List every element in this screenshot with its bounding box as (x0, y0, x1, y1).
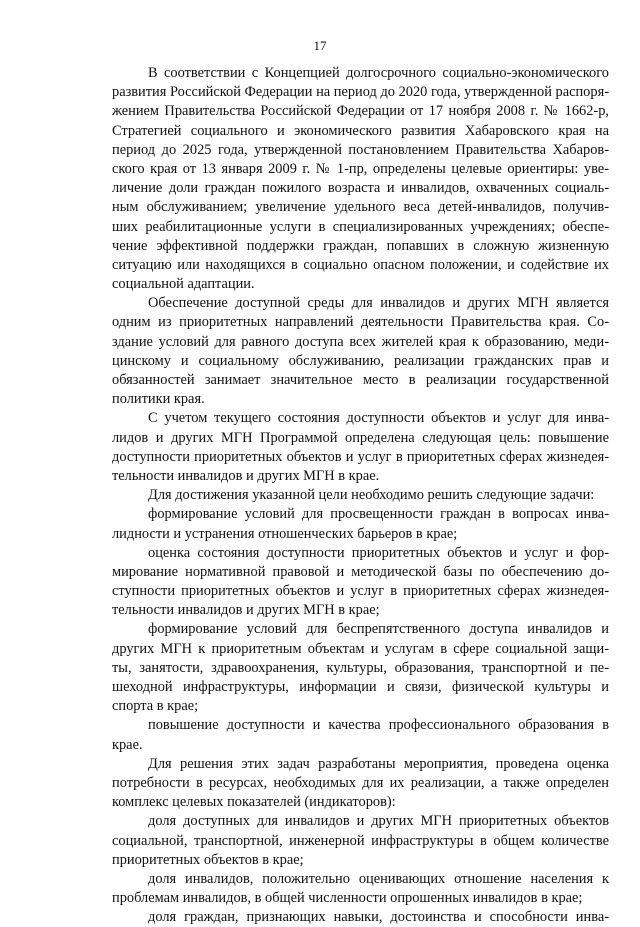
text-line: ты, занятости, здравоохранения, культуры, образования, транспортной и пе- (112, 659, 609, 676)
text-line: спорта в крае; (112, 698, 199, 715)
text-line: личение доли граждан пожилого возраста и инвалидов, охваченных социаль- (112, 180, 609, 197)
text-line: ших реабилитационные услуги в специализированных учреждениях; обеспе- (112, 218, 609, 235)
text-line: лидов и других МГН Программой определена следующая цель: повышение (112, 429, 609, 446)
text-line: В соответствии с Концепцией долгосрочного социально-экономического (148, 65, 609, 81)
text-line: тельности инвалидов и других МГН в крае. (112, 467, 380, 484)
text-line: крае. (112, 736, 143, 753)
text-line: потребности в ресурсах, необходимых для их реализации, а также определен (112, 774, 609, 791)
text-line: Стратегией социального и экономического развития Хабаровского края на (112, 122, 609, 139)
text-line: приоритетных объектов в крае; (112, 851, 304, 868)
text-line: социальной, транспортной, инженерной инфраструктуры в общем количестве (112, 832, 609, 849)
text-line: других МГН к приоритетным объектам и услугам в сфере социальной защи- (112, 640, 609, 657)
text-line: ступности приоритетных объектов и услуг в приоритетных сферах жизнедея- (112, 583, 609, 600)
text-line: социальной адаптации. (112, 276, 255, 293)
text-line: обязанностей занимает значительное место в реализации государственной (112, 372, 609, 388)
document-body (112, 64, 609, 927)
text-line: здание условий для равного доступа всех жителей края к образованию, меди- (112, 333, 609, 350)
text-line: шеходной инфраструктуры, информации и связи, физической культуры и (112, 679, 609, 695)
text-line: период до 2025 года, утвержденной постановлением Правительства Хабаров- (112, 141, 609, 158)
text-line: чение эффективной поддержки граждан, попавших в сложную жизненную (112, 237, 609, 254)
text-line: жением Правительства Российской Федерации от 17 ноября 2008 г. № 1662-р, (112, 103, 609, 120)
text-line: комплекс целевых показателей (индикаторов): (112, 794, 396, 811)
text-line: Для решения этих задач разработаны мероприятия, проведена оценка (148, 755, 609, 772)
text-line: лидности и устранения отношенческих барьеров в крае; (112, 525, 458, 542)
text-line: С учетом текущего состояния доступности объектов и услуг для инва- (148, 410, 609, 427)
text-line: цинскому и социальному обслуживанию, реализации гражданских прав и (112, 352, 609, 369)
text-line: формирование условий для просвещенности граждан в вопросах инва- (148, 506, 609, 523)
text-line: доля доступных для инвалидов и других МГН приоритетных объектов (148, 813, 609, 830)
text-line: проблемам инвалидов, в общей численности опрошенных инвалидов в крае; (112, 890, 583, 907)
text-line: развития Российской Федерации на период до 2020 года, утвержденной распоря- (112, 84, 609, 101)
text-line: ным обслуживанием; увеличение удельного веса детей-инвалидов, получив- (112, 199, 609, 216)
page-number: 17 (313, 38, 327, 53)
text-line: политики края. (112, 391, 205, 408)
text-line: Для достижения указанной цели необходимо решить следующие задачи: (148, 487, 595, 504)
text-line: повышение доступности и качества профессионального образования в (148, 717, 609, 734)
text-line: доля граждан, признающих навыки, достоинства и способности инва- (148, 909, 609, 926)
text-line: ского края от 13 января 2009 г. № 1-пр, определены целевые ориентиры: уве- (112, 160, 609, 177)
text-line: мирование нормативной правовой и методической базы по обеспечению до- (112, 563, 609, 580)
text-line: доступности приоритетных объектов и услуг в приоритетных сферах жизнедея- (112, 448, 609, 465)
text-line: ситуацию или находящихся в социально опасном положении, и содействие их (112, 256, 609, 273)
text-line: одним из приоритетных направлений деятельности Правительства края. Со- (112, 314, 609, 331)
text-line: доля инвалидов, положительно оценивающих отношение населения к (148, 870, 609, 887)
text-line: Обеспечение доступной среды для инвалидов и других МГН является (148, 295, 609, 312)
text-line: оценка состояния доступности приоритетных объектов и услуг и фор- (148, 544, 609, 561)
text-line: формирование условий для беспрепятственного доступа инвалидов и (148, 621, 609, 638)
text-line: тельности инвалидов и других МГН в крае; (112, 602, 380, 619)
